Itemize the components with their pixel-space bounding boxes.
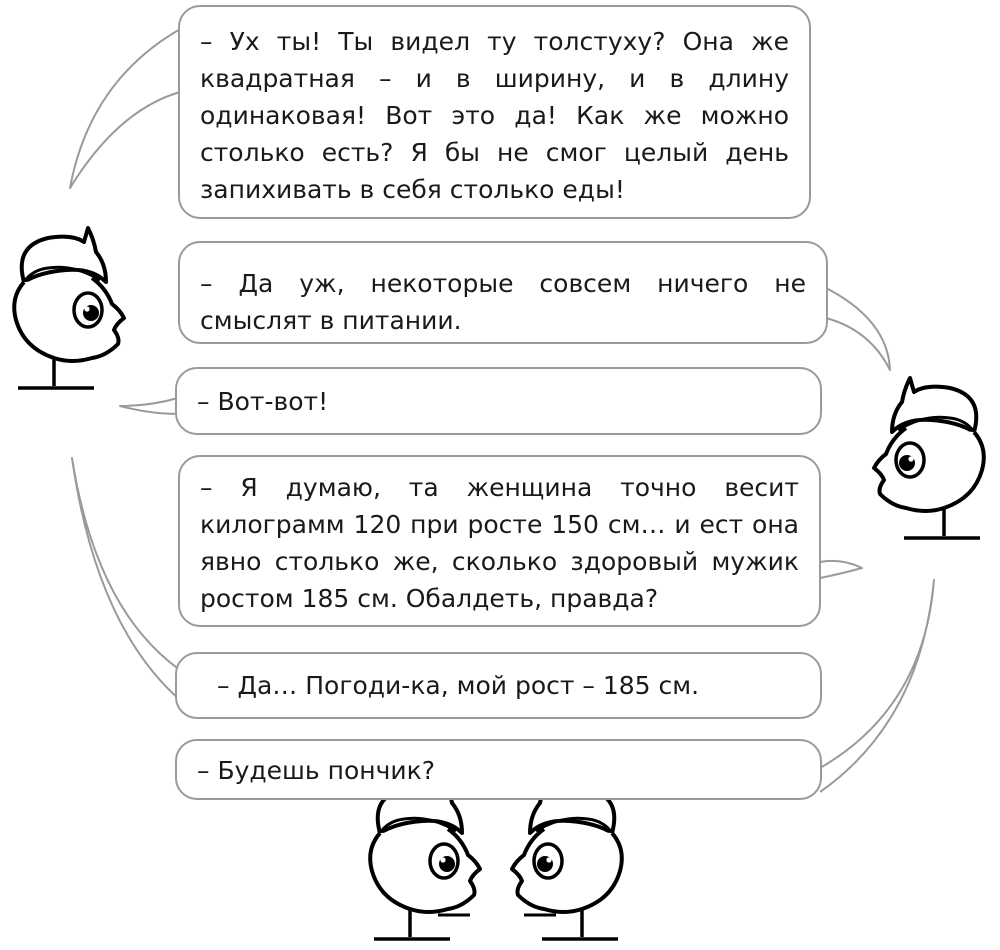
tail-1 xyxy=(70,28,182,188)
tail-5 xyxy=(72,458,180,700)
character-bottom-left xyxy=(370,779,480,939)
tail-4 xyxy=(820,561,862,578)
speech-bubble-5: – Да… Погоди-ка, мой рост – 185 см. xyxy=(175,652,822,719)
tail-6 xyxy=(820,580,934,792)
speech-bubble-2: – Да уж, некоторые совсем ничего не смыслят в питании. xyxy=(178,241,828,344)
character-right xyxy=(874,378,984,538)
speech-bubble-3: – Вот-вот! xyxy=(175,367,822,435)
speech-bubble-4: – Я думаю, та женщина точно весит килограмм 120 при росте 150 см… и ест она явно столько же, сколько здоровый мужик ростом 185 см. Обалдеть, правда? xyxy=(178,455,821,627)
tail-2 xyxy=(826,288,890,370)
character-bottom-right xyxy=(512,779,622,939)
speech-bubble-1: – Ух ты! Ты видел ту толстуху? Она же квадратная – и в ширину, и в длину одинаковая! Вот это да! Как же можно столько есть? Я бы не смог целый день запихивать в себя столько еды! xyxy=(178,5,811,219)
tail-3 xyxy=(120,398,178,414)
character-left xyxy=(14,228,124,388)
speech-bubble-6: – Будешь пончик? xyxy=(175,739,822,800)
